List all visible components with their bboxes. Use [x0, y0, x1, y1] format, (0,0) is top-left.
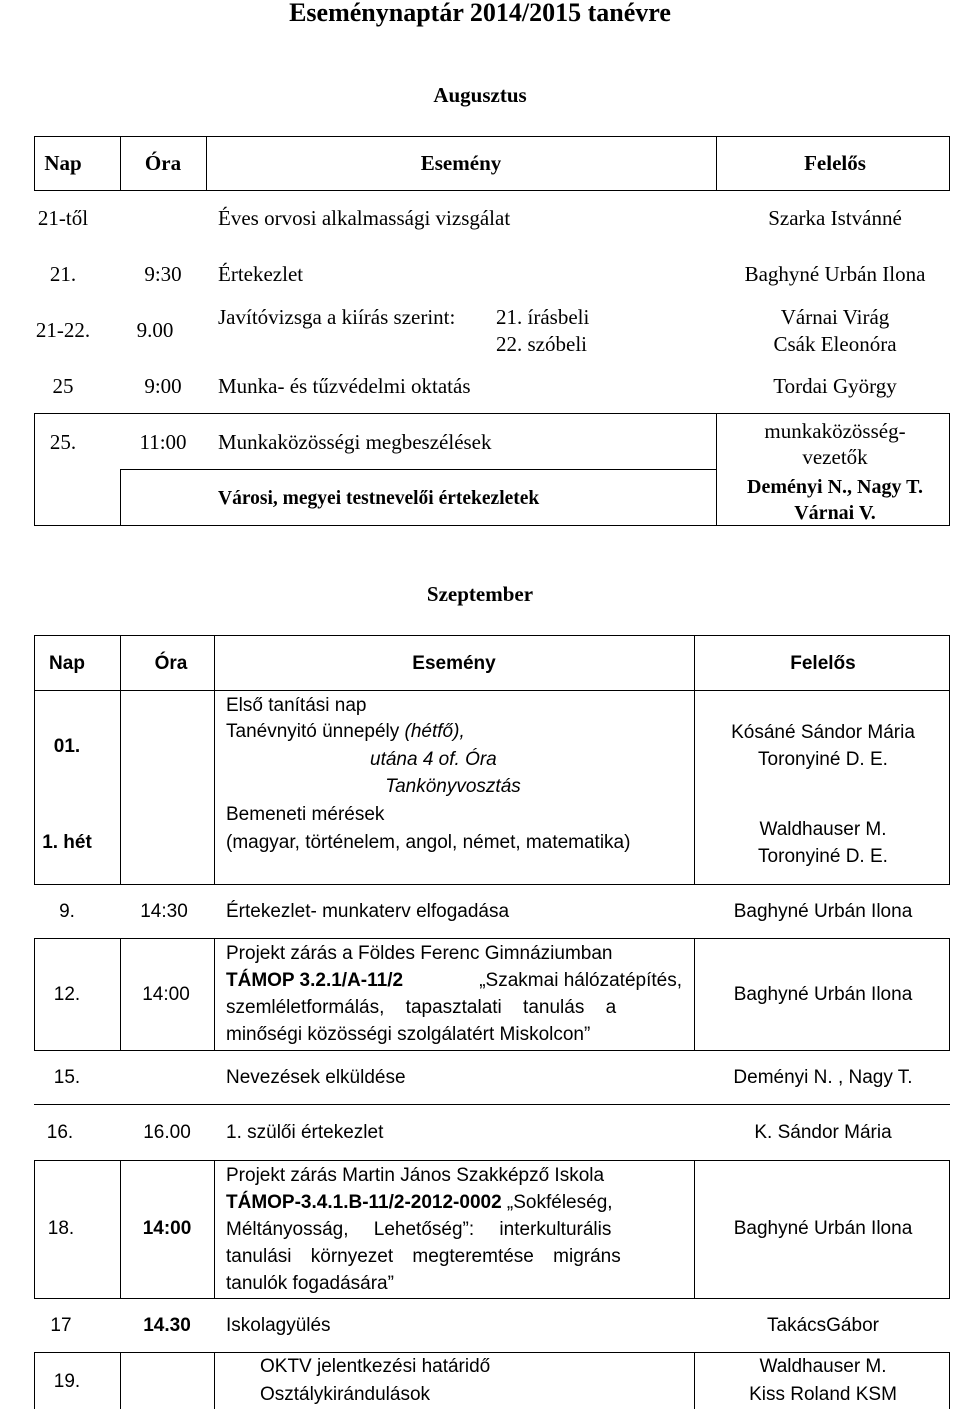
cell-ora: 9.00: [136, 318, 174, 342]
cell-ora: 14:00: [142, 984, 190, 1005]
cell-esemeny: 1. szülői értekezlet: [226, 1122, 384, 1143]
header-ora: Óra: [144, 151, 182, 175]
cell-felelos-line2: vezetők: [802, 445, 868, 469]
cell-felelos-line1: munkaközösség-: [764, 419, 906, 443]
cell-felelos-line2: Csák Eleonóra: [773, 332, 897, 356]
cell-felelos: Deményi N. , Nagy T.: [733, 1067, 913, 1088]
cell-esemeny-line1: Első tanítási nap: [226, 695, 367, 716]
cell-nap: 17: [50, 1315, 72, 1336]
cell-felelos-line3: Waldhauser M.: [759, 819, 887, 840]
cell-nap: 25: [52, 374, 74, 398]
esemeny-text-bold: TÁMOP-3.4.1.B-11/2-2012-0002: [226, 1192, 502, 1213]
esemeny-text: „Szakmai hálózatépítés,: [479, 970, 682, 991]
cell-esemeny: Munkaközösségi megbeszélések: [218, 430, 492, 454]
cell-esemeny: Értekezlet- munkaterv elfogadása: [226, 901, 510, 922]
cell-esemeny-line1: Projekt zárás Martin János Szakképző Iskola: [226, 1165, 605, 1186]
cell-esemeny-line5: tanulók fogadására”: [226, 1273, 394, 1294]
header-nap: Nap: [44, 151, 82, 175]
cell-esemeny-line6: (magyar, történelem, angol, német, matematika): [226, 832, 631, 853]
cell-ora: 11:00: [139, 430, 187, 454]
cell-nap: 12.: [53, 984, 81, 1005]
cell-nap: 19.: [53, 1371, 81, 1392]
header-esemeny: Esemény: [412, 653, 496, 674]
cell-esemeny-line4: tanulási környezet megteremtése migráns: [226, 1246, 621, 1267]
cell-esemeny-line4: minőségi közösségi szolgálatért Miskolcon”: [226, 1024, 591, 1045]
cell-esemeny-line2: [226, 1193, 613, 1212]
esemeny-text: Tanévnyitó ünnepély: [226, 721, 400, 742]
cell-esemeny-line1b: 21. írásbeli: [496, 305, 590, 329]
header-nap: Nap: [49, 653, 85, 674]
cell-felelos: Szarka Istvánné: [768, 206, 902, 230]
month-heading-augusztus: Augusztus: [433, 83, 527, 107]
cell-nap: 16.: [46, 1122, 74, 1143]
cell-esemeny: Nevezések elküldése: [226, 1067, 406, 1088]
cell-nap: 25.: [49, 430, 77, 454]
cell-felelos-line1: Waldhauser M.: [759, 1356, 887, 1377]
cell-felelos-line1: Várnai Virág: [780, 305, 890, 329]
cell-nap: 9.: [59, 901, 75, 922]
cell-esemeny-line1: OKTV jelentkezési határidő: [260, 1356, 491, 1377]
cell-felelos: Tordai György: [773, 374, 897, 398]
cell-felelos-line4: Toronyiné D. E.: [758, 846, 888, 867]
cell-esemeny: Iskolagyülés: [226, 1315, 331, 1336]
header-felelos: Felelős: [804, 151, 866, 175]
cell-esemeny-line3: Méltányosság, Lehetőség”: interkulturális: [226, 1219, 612, 1240]
cell-esemeny-line2: [226, 971, 682, 990]
cell-ora: 14.30: [143, 1315, 191, 1336]
esemeny-text-bold: TÁMOP 3.2.1/A-11/2: [226, 970, 404, 991]
cell-nap: 21-22.: [35, 318, 91, 342]
cell-esemeny: Munka- és tűzvédelmi oktatás: [218, 374, 471, 398]
cell-felelos: Baghyné Urbán Ilona: [733, 984, 913, 1005]
cell-felelos-line2: Kiss Roland KSM: [749, 1384, 897, 1405]
cell-nap-line1: 01.: [53, 736, 81, 757]
cell-esemeny: Értekezlet: [218, 262, 304, 286]
cell-ora: 9:00: [144, 374, 182, 398]
cell-esemeny-line3: utána 4 of. Óra: [370, 749, 497, 770]
cell-felelos-line1: Kósáné Sándor Mária: [731, 722, 915, 743]
cell-esemeny-line2: 22. szóbeli: [496, 332, 587, 356]
cell-felelos: Baghyné Urbán Ilona: [744, 262, 926, 286]
cell-nap: 15.: [53, 1067, 81, 1088]
cell-esemeny-line5: Bemeneti mérések: [226, 804, 385, 825]
cell-esemeny: Városi, megyei testnevelői értekezletek: [218, 488, 540, 509]
page-title: Eseménynaptár 2014/2015 tanévre: [289, 0, 671, 27]
cell-esemeny: Éves orvosi alkalmassági vizsgálat: [218, 206, 511, 230]
cell-esemeny-line4: Tankönyvosztás: [385, 776, 521, 797]
cell-felelos-line2: Toronyiné D. E.: [758, 749, 888, 770]
cell-esemeny-line1: Projekt zárás a Földes Ferenc Gimnáziumban: [226, 943, 613, 964]
cell-felelos: TakácsGábor: [767, 1315, 879, 1336]
cell-felelos-line1: Deményi N., Nagy T.: [747, 476, 923, 498]
cell-nap: 21.: [49, 262, 77, 286]
cell-esemeny-line2: Osztálykirándulások: [260, 1384, 431, 1405]
cell-nap: 18.: [47, 1218, 75, 1239]
cell-ora: 16.00: [143, 1122, 191, 1143]
header-felelos: Felelős: [790, 653, 856, 674]
esemeny-text-italic: (hétfő),: [404, 721, 465, 742]
month-heading-szeptember: Szeptember: [426, 582, 534, 606]
cell-esemeny-line1: Javítóvizsga a kiírás szerint:: [218, 305, 456, 329]
cell-nap: 21-től: [37, 206, 89, 230]
header-esemeny: Esemény: [420, 151, 502, 175]
cell-ora: 9:30: [144, 262, 182, 286]
cell-esemeny-line2: [226, 722, 465, 741]
cell-nap-line2: 1. hét: [42, 832, 92, 853]
cell-felelos-line2: Várnai V.: [794, 502, 876, 524]
cell-felelos: Baghyné Urbán Ilona: [733, 901, 913, 922]
header-ora: Óra: [154, 653, 188, 674]
esemeny-text: „Sokféleség,: [506, 1192, 613, 1213]
cell-felelos: Baghyné Urbán Ilona: [733, 1218, 913, 1239]
cell-felelos: K. Sándor Mária: [754, 1122, 892, 1143]
cell-esemeny-line3: szemléletformálás, tapasztalati tanulás a: [226, 997, 617, 1018]
cell-ora: 14:00: [142, 1218, 192, 1239]
cell-ora: 14:30: [140, 901, 188, 922]
